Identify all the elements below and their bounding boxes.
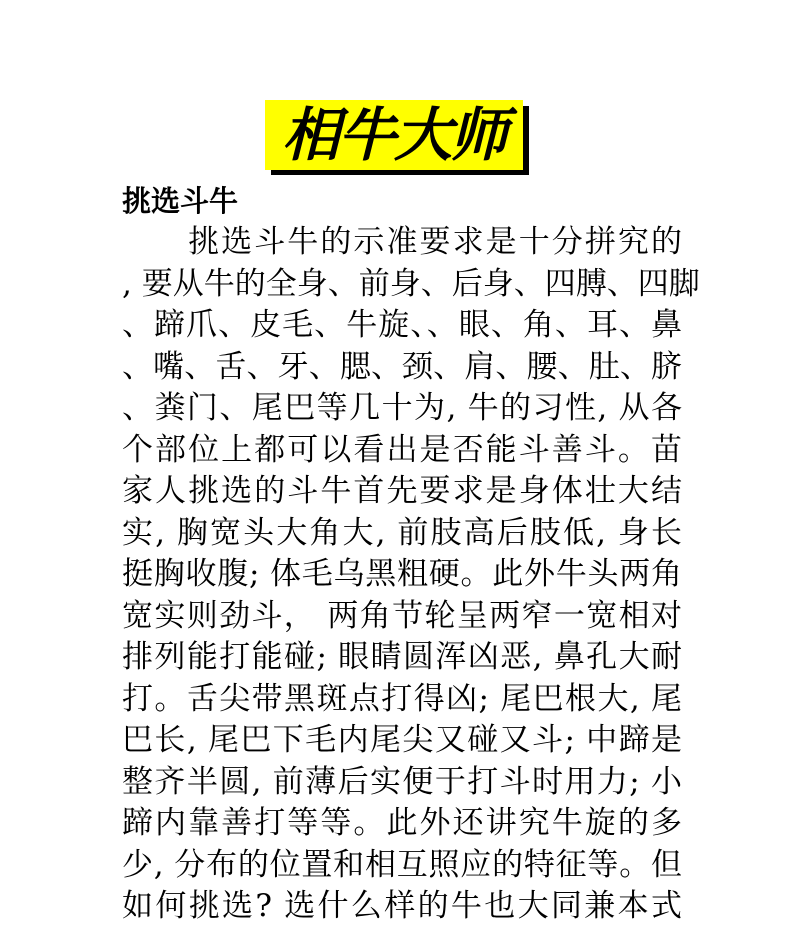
body-line: 家人挑选的斗牛首先要求是身体壮大结 [122,473,682,509]
page-title: 相牛大师 [265,100,523,170]
body-line: 、粪门、尾巴等几十为, 牛的习性, 从各 [122,390,682,426]
body-line: 挑选斗牛的示准要求是十分拼究的 [122,224,682,260]
body-line: 宽实则劲斗， 两角节轮呈两窄一宽相对 [122,597,682,634]
body-line: 打。舌尖带黑斑点打得凶; 尾巴根大, 尾 [122,680,682,717]
body-line: 个部位上都可以看出是否能斗善斗。苗 [122,431,682,468]
body-line: 如何挑选? 选什么样的牛也大同兼本式 [122,888,682,924]
body-line: 排列能打能碰; 眼睛圆浑凶恶, 鼻孔大耐 [122,639,682,675]
body-text [122,222,700,928]
body-line: 挺胸收腹; 体毛乌黑粗硬。此外牛头两角 [122,556,682,592]
title-block [265,100,535,176]
body-line: 整齐半圆, 前薄后实便于打斗时用力; 小 [122,763,682,800]
body-line: 蹄内靠善打等等。此外还讲究牛旋的多 [122,805,682,841]
body-line: 少, 分布的位置和相互照应的特征等。但 [122,846,682,883]
body-line: 巴长, 尾巴下毛内尾尖又碰又斗; 中蹄是 [122,722,682,758]
title-shadow-side [523,106,529,175]
body-line: 、蹄爪、皮毛、牛旋、、眼、角、耳、鼻 [122,307,682,343]
section-heading: 挑选斗牛 [122,184,239,218]
body-line: , 要从牛的全身、前身、后身、四膊、四脚 [122,265,700,302]
body-line: 实, 胸宽头大角大, 前肢高后肢低, 身长 [122,514,682,551]
body-line: 、嘴、舌、牙、腮、颈、肩、腰、肚、脐 [122,348,682,385]
title-shadow [271,170,529,175]
